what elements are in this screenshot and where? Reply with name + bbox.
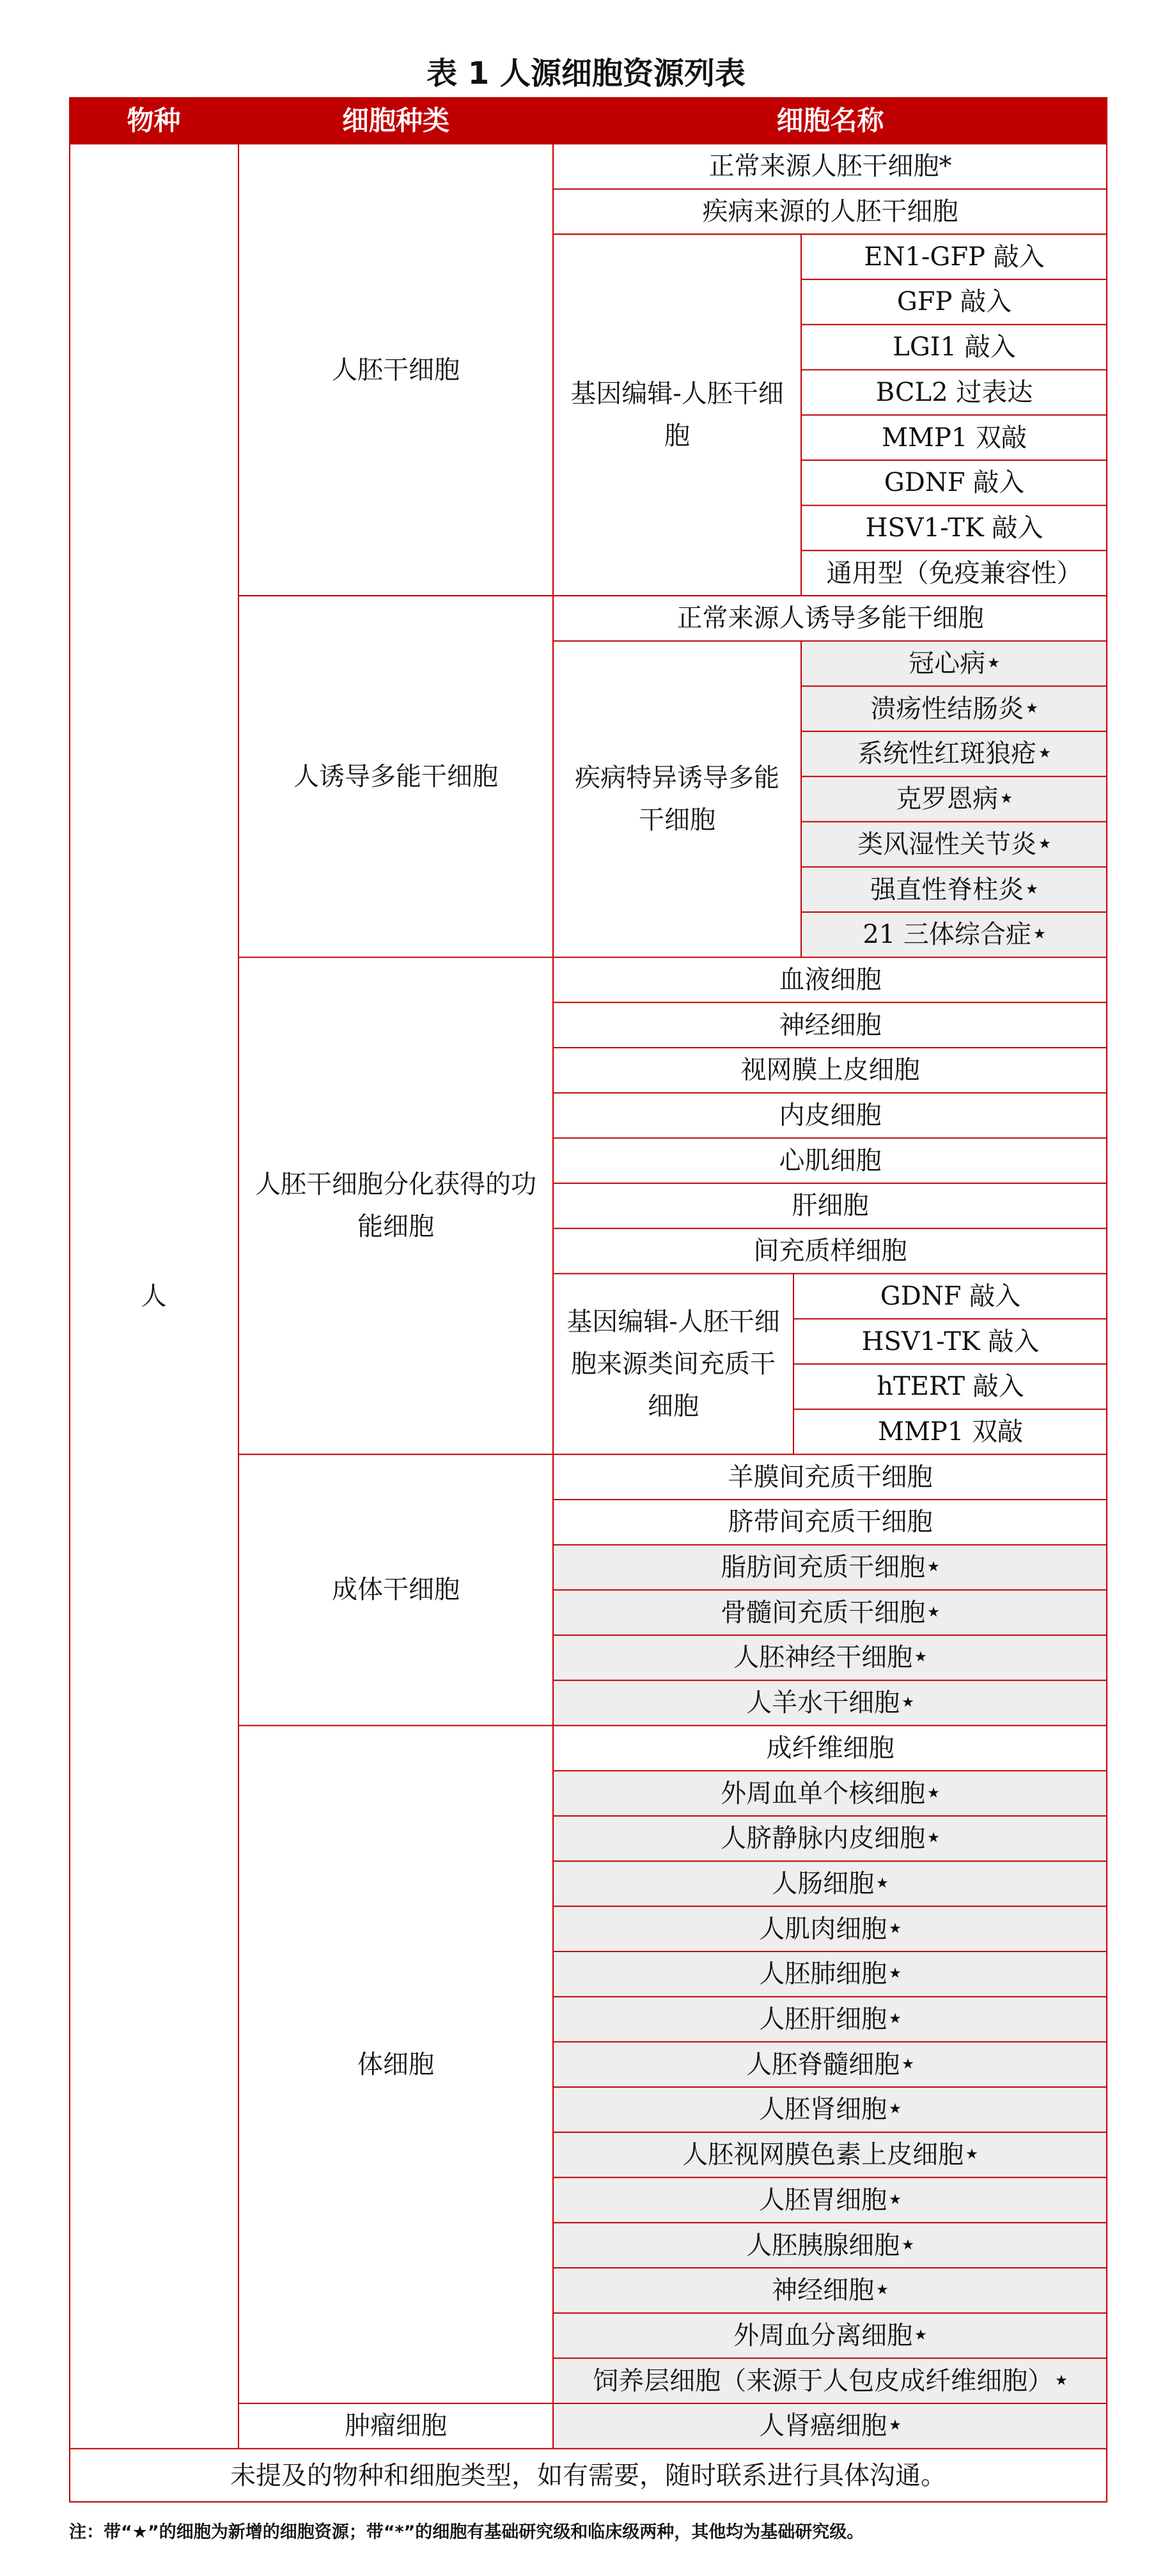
- header-species-text: 物种: [127, 104, 181, 136]
- cell-type-label: [238, 1726, 553, 2404]
- new-star-icon: ★: [927, 1604, 940, 1620]
- new-star-icon: ★: [1000, 791, 1013, 807]
- cell-name: [801, 777, 1107, 822]
- cell-name-text: 克罗恩病: [896, 784, 999, 814]
- new-star-icon: ★: [927, 1785, 940, 1801]
- cell-name: [553, 1183, 1107, 1229]
- bottom-note: [69, 2449, 1107, 2502]
- subgroup-label-text: 疾病特异诱导多能干细胞: [575, 763, 779, 835]
- cell-name-text: LGI1 敲入: [893, 332, 1016, 362]
- cell-name-text: 人胚肾细胞: [759, 2095, 887, 2125]
- cell-name: [553, 1454, 1107, 1500]
- cell-name-text: 人肾癌细胞: [759, 2411, 887, 2441]
- cell-type-label: [238, 958, 553, 1455]
- subgroup-label-text: 基因编辑-人胚干细胞来源类间充质干细胞: [566, 1307, 780, 1421]
- cell-name-text: MMP1 双敲: [882, 423, 1027, 453]
- cell-name: [801, 506, 1107, 551]
- cell-name: [801, 415, 1107, 460]
- cell-type-label-text: 成体干细胞: [332, 1575, 460, 1605]
- cell-name-text: 类风湿性关节炎: [857, 829, 1037, 859]
- cell-type-label-text: 肿瘤细胞: [345, 2411, 447, 2441]
- cell-name: [553, 1500, 1107, 1545]
- new-star-icon: ★: [965, 2146, 978, 2163]
- cell-resource-table: [69, 97, 1107, 2502]
- cell-name-text: 人羊水干细胞: [746, 1688, 900, 1718]
- cell-name: [801, 370, 1107, 415]
- cell-type-label: [238, 2403, 553, 2449]
- cell-name-text: 脐带间充质干细胞: [728, 1507, 933, 1537]
- cell-name-text: 视网膜上皮细胞: [740, 1055, 920, 1085]
- cell-name: [553, 1048, 1107, 1093]
- cell-name-text: 成纤维细胞: [766, 1733, 895, 1763]
- cell-name: [801, 641, 1107, 687]
- cell-name-text: 冠心病: [909, 649, 986, 679]
- cell-type-label-text: 人胚干细胞分化获得的功能细胞: [255, 1170, 536, 1242]
- cell-name: [793, 1274, 1107, 1319]
- cell-name-text: 间充质样细胞: [753, 1236, 907, 1266]
- cell-name-text: 人胚脊髓细胞: [746, 2049, 900, 2079]
- cell-name: [553, 1861, 1107, 1907]
- new-star-icon: ★: [889, 2191, 902, 2208]
- cell-type-label-text: 人诱导多能干细胞: [293, 761, 498, 791]
- cell-name-text: GDNF 敲入: [880, 1281, 1021, 1311]
- cell-name-text: 外周血单个核细胞: [721, 1778, 926, 1808]
- new-star-icon: ★: [902, 1695, 914, 1711]
- new-star-icon: ★: [927, 1830, 940, 1847]
- cell-name: [553, 1906, 1107, 1951]
- cell-name-text: hTERT 敲入: [877, 1372, 1024, 1402]
- new-star-icon: ★: [1026, 700, 1038, 717]
- bottom-note-text: 未提及的物种和细胞类型，如有需要，随时联系进行具体沟通。: [230, 2460, 946, 2490]
- cell-name: [793, 1409, 1107, 1455]
- header-cell-type-text: 细胞种类: [341, 104, 449, 136]
- cell-name-text: 正常来源人诱导多能干细胞: [676, 603, 984, 633]
- cell-name: [553, 1726, 1107, 1771]
- cell-name-text: 羊膜间充质干细胞: [728, 1462, 933, 1492]
- cell-name: [553, 1816, 1107, 1861]
- cell-name-text: 心肌细胞: [779, 1145, 882, 1175]
- cell-name-text: 人胚神经干细胞: [733, 1643, 913, 1673]
- cell-name-text: 神经细胞: [779, 1010, 882, 1040]
- cell-name: [553, 1138, 1107, 1183]
- cell-name-text: 饲养层细胞（来源于人包皮成纤维细胞）: [593, 2366, 1054, 2396]
- cell-type-label: [238, 1454, 553, 1725]
- cell-name: [553, 2132, 1107, 2178]
- cell-name-text: 外周血分离细胞: [733, 2320, 913, 2350]
- new-star-icon: ★: [889, 2011, 902, 2028]
- new-star-icon: ★: [914, 1649, 927, 1666]
- cell-name: [801, 867, 1107, 912]
- cell-name-text: 人胚肺细胞: [759, 1959, 887, 1989]
- cell-name: [553, 2358, 1107, 2403]
- cell-name-text: 正常来源人胚干细胞*: [708, 151, 952, 182]
- species-label-text: 人: [141, 1281, 167, 1311]
- cell-name: [553, 2403, 1107, 2449]
- cell-name: [553, 2178, 1107, 2223]
- cell-name-text: 人胚视网膜色素上皮细胞: [682, 2140, 964, 2170]
- cell-name: [553, 2268, 1107, 2313]
- cell-name-text: 神经细胞: [772, 2276, 875, 2306]
- cell-name-text: 溃疡性结肠炎: [870, 694, 1024, 724]
- new-star-icon: ★: [987, 655, 1000, 672]
- new-star-icon: ★: [889, 1966, 902, 1982]
- new-star-icon: ★: [876, 2282, 889, 2299]
- cell-name-text: 内皮细胞: [779, 1101, 882, 1131]
- cell-name: [801, 912, 1107, 958]
- cell-name-text: 通用型（免疫兼容性）: [826, 558, 1082, 588]
- cell-name: [801, 822, 1107, 867]
- cell-name: [801, 279, 1107, 325]
- cell-name: [553, 1545, 1107, 1590]
- cell-name: [553, 2223, 1107, 2268]
- cell-name: [553, 144, 1107, 189]
- cell-name: [801, 731, 1107, 777]
- footnote: 注：带“★”的细胞为新增的细胞资源；带“*”的细胞有基础研究级和临床级两种，其他均为基础研究级。: [69, 2522, 864, 2542]
- subgroup-label: [553, 1274, 793, 1455]
- new-star-icon: ★: [876, 1875, 889, 1891]
- cell-name: [553, 1093, 1107, 1138]
- cell-name: [793, 1364, 1107, 1409]
- header-cell-type: [238, 97, 553, 144]
- cell-name: [553, 1997, 1107, 2042]
- new-star-icon: ★: [889, 1920, 902, 1937]
- cell-name-text: 疾病来源的人胚干细胞: [702, 197, 958, 227]
- subgroup-label: [553, 234, 801, 596]
- cell-name-text: 系统性红斑狼疮: [857, 739, 1037, 769]
- page-title: 表 1 人源细胞资源列表: [426, 56, 746, 91]
- cell-name: [553, 958, 1107, 1003]
- cell-name: [793, 1319, 1107, 1364]
- cell-name: [553, 1635, 1107, 1680]
- header-cell-name-text: 细胞名称: [776, 104, 884, 136]
- cell-name: [801, 550, 1107, 596]
- cell-name-text: 人脐静脉内皮细胞: [721, 1824, 926, 1854]
- species-label: [69, 144, 238, 2449]
- cell-name-text: 血液细胞: [779, 965, 882, 995]
- cell-name-text: BCL2 过表达: [875, 377, 1033, 407]
- new-star-icon: ★: [1055, 2372, 1068, 2389]
- cell-name: [553, 2313, 1107, 2359]
- new-star-icon: ★: [1033, 926, 1046, 943]
- subgroup-label-text: 基因编辑-人胚干细胞: [570, 379, 784, 451]
- new-star-icon: ★: [927, 1559, 940, 1576]
- new-star-icon: ★: [1038, 745, 1051, 762]
- cell-name-text: GFP 敲入: [896, 287, 1012, 317]
- cell-type-label-text: 人胚干细胞: [332, 355, 460, 385]
- cell-name: [553, 2042, 1107, 2087]
- cell-name-text: 肝细胞: [792, 1191, 869, 1221]
- cell-type-label: [238, 144, 553, 596]
- cell-name: [553, 596, 1107, 641]
- cell-name: [801, 234, 1107, 279]
- cell-name-text: 脂肪间充质干细胞: [721, 1553, 926, 1583]
- header-cell-name: [553, 97, 1107, 144]
- cell-name: [553, 1590, 1107, 1635]
- new-star-icon: ★: [902, 2237, 914, 2253]
- cell-name-text: 强直性脊柱炎: [870, 874, 1024, 904]
- cell-name-text: EN1-GFP 敲入: [864, 242, 1045, 272]
- cell-name: [801, 686, 1107, 731]
- cell-name: [553, 1771, 1107, 1816]
- cell-name-text: 骨髓间充质干细胞: [721, 1597, 926, 1627]
- cell-name-text: 人肌肉细胞: [759, 1914, 887, 1944]
- cell-name-text: 人胚肝细胞: [759, 2005, 887, 2035]
- new-star-icon: ★: [1038, 835, 1051, 852]
- cell-name: [553, 1680, 1107, 1726]
- cell-name-text: MMP1 双敲: [878, 1416, 1023, 1447]
- cell-name: [553, 2087, 1107, 2132]
- cell-name: [553, 1229, 1107, 1274]
- cell-name: [553, 1002, 1107, 1048]
- header-species: [69, 97, 238, 144]
- cell-name-text: 人肠细胞: [772, 1868, 875, 1898]
- new-star-icon: ★: [902, 2056, 914, 2072]
- cell-name-text: HSV1-TK 敲入: [861, 1326, 1040, 1356]
- cell-name-text: 21 三体综合症: [863, 920, 1031, 950]
- cell-name: [801, 460, 1107, 506]
- cell-name-text: GDNF 敲入: [884, 468, 1025, 498]
- new-star-icon: ★: [914, 2327, 927, 2343]
- cell-name-text: 人胚胃细胞: [759, 2185, 887, 2215]
- subgroup-label: [553, 641, 801, 958]
- new-star-icon: ★: [889, 2101, 902, 2118]
- cell-name: [801, 325, 1107, 370]
- cell-type-label-text: 体细胞: [357, 2049, 434, 2079]
- cell-name: [553, 1951, 1107, 1997]
- cell-name-text: 人胚胰腺细胞: [746, 2230, 900, 2260]
- new-star-icon: ★: [889, 2417, 902, 2434]
- cell-name-text: HSV1-TK 敲入: [865, 513, 1043, 543]
- new-star-icon: ★: [1026, 881, 1038, 897]
- cell-name: [553, 189, 1107, 235]
- cell-type-label: [238, 596, 553, 958]
